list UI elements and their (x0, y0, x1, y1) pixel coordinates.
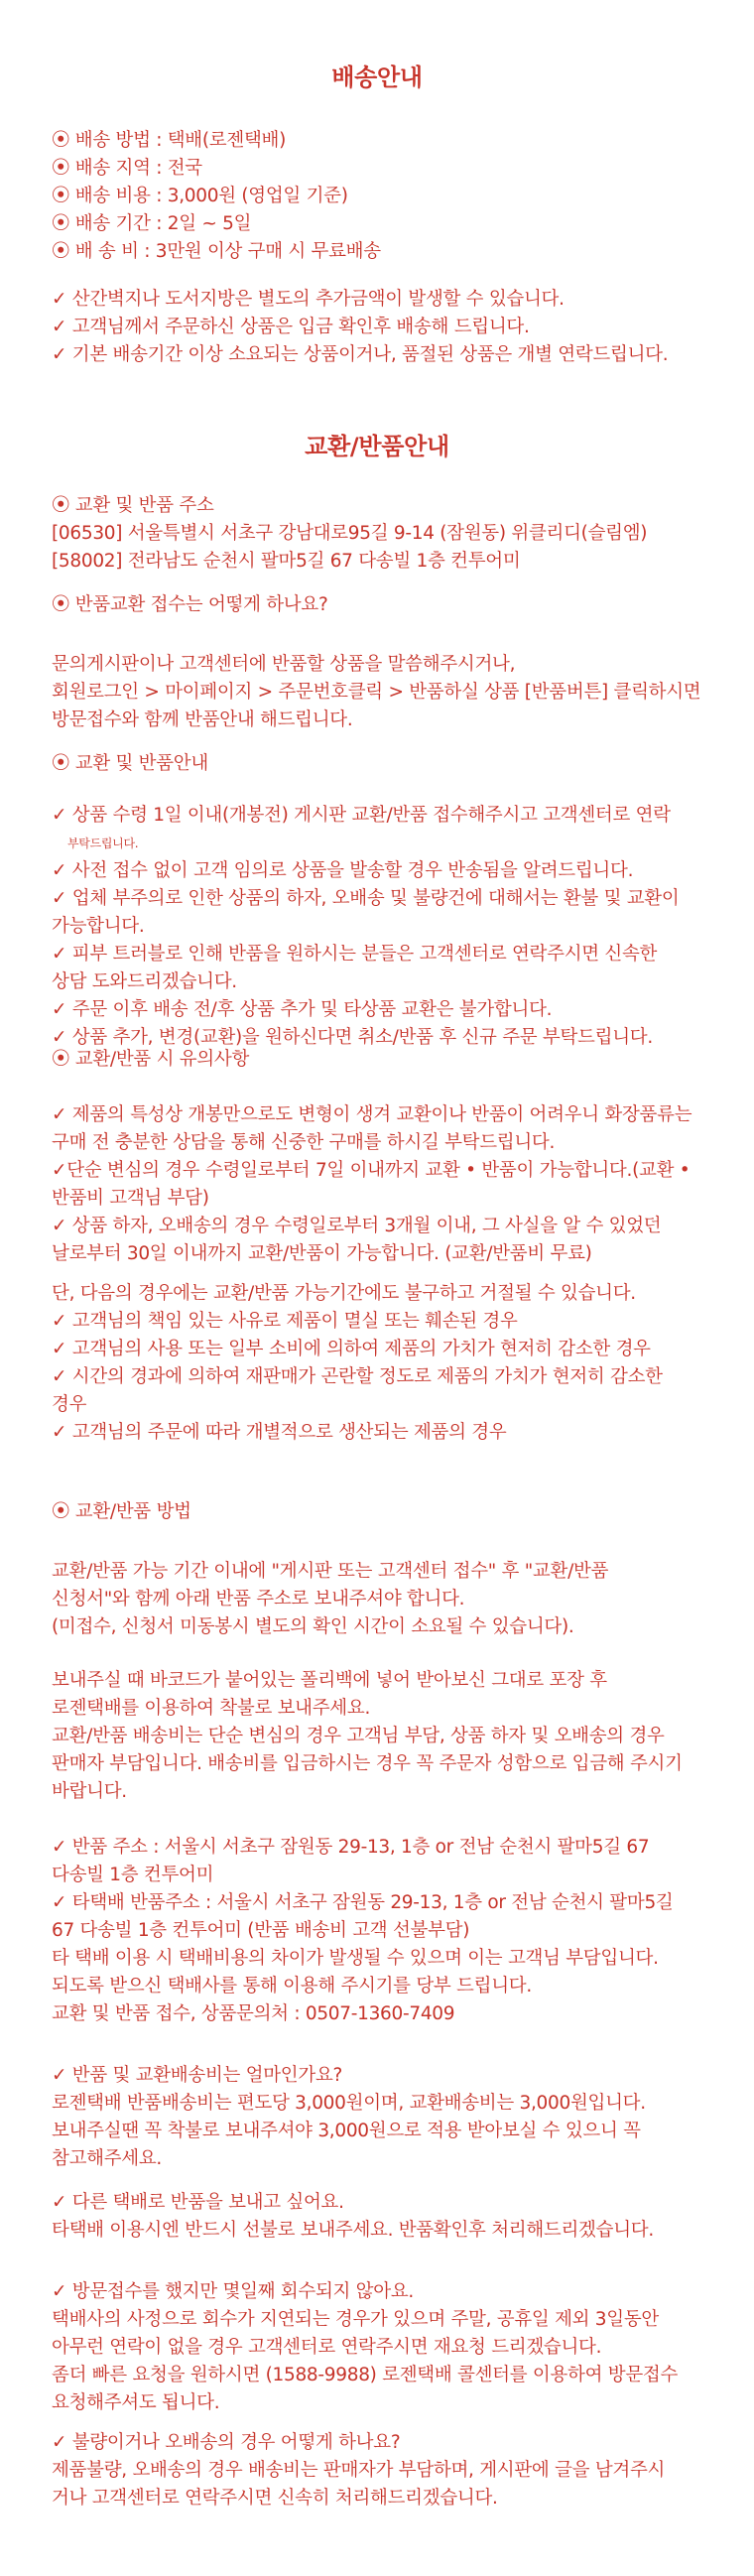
shipping-title: 배송안내 (331, 64, 423, 91)
method-line: 로젠택배를 이용하여 착불로 보내주세요. (52, 1698, 371, 1719)
shipping-method: ⦿ 배송 방법 : 택배(로젠택배) (52, 130, 287, 151)
shipping-info-list (52, 127, 710, 266)
method-paragraph-1 (52, 1558, 710, 1641)
method-line: 67 다송빌 1층 컨투어미 (반품 배송비 고객 선불부담) (52, 1920, 470, 1941)
return-guide-section (52, 802, 710, 1052)
faq-answer: 거나 고객센터로 연락주시면 신속히 처리해드리겠습니다. (52, 2488, 498, 2509)
caution-except-item: ✓ 시간의 경과에 의하여 재판매가 곤란할 정도로 제품의 가치가 현저히 감소한 (52, 1366, 663, 1387)
guide-item: ✓ 상품 수령 1일 이내(개봉전) 게시판 교환/반품 접수해주시고 고객센터로 연락 (52, 805, 671, 826)
method-line: ✓ 반품 주소 : 서울시 서초구 잠원동 29-13, 1층 or 전남 순천시 팔마5길 67 (52, 1837, 650, 1858)
return-address-heading: ⦿ 교환 및 반품 주소 (52, 495, 214, 516)
method-line: 다송빌 1층 컨투어미 (52, 1865, 214, 1885)
method-line: 되도록 받으신 택배사를 통해 이용해 주시기를 당부 드립니다. (52, 1976, 532, 1996)
faq-answer: 아무런 연락이 없을 경우 고객센터로 연락주시면 재요청 드리겠습니다. (52, 2337, 602, 2358)
caution-except-item: ✓ 고객님의 책임 있는 사유로 제품이 멸실 또는 훼손된 경우 (52, 1311, 518, 1332)
guide-item: ✓ 피부 트러블로 인해 반품을 원하시는 분들은 고객센터로 연락주시면 신속한 (52, 944, 658, 965)
shipping-fee: ⦿ 배 송 비 : 3만원 이상 구매 시 무료배송 (52, 241, 381, 262)
exchange-title: 교환/반품안내 (305, 433, 449, 460)
guide-item: 부탁드립니다. (67, 837, 139, 850)
caution-heading-block (52, 1046, 710, 1074)
return-howto-line: 방문접수와 함께 반품안내 해드립니다. (52, 709, 353, 730)
method-heading-block (52, 1498, 710, 1526)
guide-item: ✓ 주문 이후 배송 전/후 상품 추가 및 타상품 교환은 불가합니다. (52, 999, 553, 1020)
faq-answer: 타택배 이용시엔 반드시 선불로 보내주세요. 반품확인후 처리해드리겠습니다. (52, 2220, 654, 2241)
return-address-line: [06530] 서울특별시 서초구 강남대로95길 9-14 (잠원동) 위클리디(슬림엠) (52, 523, 648, 544)
faq-answer: 좀더 빠른 요청을 원하시면 (1588-9988) 로젠택배 콜센터를 이용하여 방문접수 (52, 2365, 679, 2385)
faq-shipping-cost (52, 2062, 710, 2173)
method-line: ✓ 타택배 반품주소 : 서울시 서초구 잠원동 29-13, 1층 or 전남 순천시 팔마5길 (52, 1892, 674, 1913)
return-guide-heading: ⦿ 교환 및 반품안내 (52, 753, 208, 774)
return-address-line: [58002] 전라남도 순천시 팔마5길 67 다송빌 1층 컨투어미 (52, 551, 521, 572)
shipping-period: ⦿ 배송 기간 : 2일 ~ 5일 (52, 213, 252, 234)
faq-pickup-delay (52, 2278, 710, 2417)
method-line: 교환/반품 가능 기간 이내에 "게시판 또는 고객센터 접수" 후 "교환/반품 (52, 1561, 609, 1582)
return-howto-line: 문의게시판이나 고객센터에 반품할 상품을 말씀해주시거나, (52, 654, 516, 675)
faq-defect (52, 2429, 710, 2512)
faq-other-courier (52, 2189, 710, 2245)
caution-exceptions (52, 1280, 710, 1447)
shipping-note: ✓ 고객님께서 주문하신 상품은 입금 확인후 배송해 드립니다. (52, 317, 530, 337)
caution-item: ✓ 상품 하자, 오배송의 경우 수령일로부터 3개월 이내, 그 사실을 알 수 있었던 (52, 1216, 662, 1236)
caution-heading: ⦿ 교환/반품 시 유의사항 (52, 1049, 250, 1070)
faq-answer: 로젠택배 반품배송비는 편도당 3,000원이며, 교환배송비는 3,000원입니다. (52, 2093, 646, 2114)
shipping-note: ✓ 기본 배송기간 이상 소요되는 상품이거나, 품절된 상품은 개별 연락드립니다. (52, 344, 669, 365)
caution-except-intro: 단, 다음의 경우에는 교환/반품 가능기간에도 불구하고 거절될 수 있습니다. (52, 1283, 636, 1304)
faq-question: ✓ 방문접수를 했지만 몇일째 회수되지 않아요. (52, 2281, 414, 2302)
return-howto-heading-block (52, 591, 710, 619)
guide-item: ✓ 사전 접수 없이 고객 임의로 상품을 발송할 경우 반송됨을 알려드립니다. (52, 860, 634, 881)
method-paragraph-2 (52, 1667, 710, 1806)
shipping-note: ✓ 산간벽지나 도서지방은 별도의 추가금액이 발생할 수 있습니다. (52, 289, 565, 310)
caution-except-item: ✓ 고객님의 주문에 따라 개별적으로 생산되는 제품의 경우 (52, 1422, 507, 1443)
return-howto-section (52, 651, 710, 734)
faq-question: ✓ 반품 및 교환배송비는 얼마인가요? (52, 2065, 343, 2086)
shipping-notes (52, 286, 710, 369)
caution-item: 날로부터 30일 이내까지 교환/반품이 가능합니다. (교환/반품비 무료) (52, 1243, 592, 1264)
shipping-cost: ⦿ 배송 비용 : 3,000원 (영업일 기준) (52, 186, 348, 206)
method-heading: ⦿ 교환/반품 방법 (52, 1501, 191, 1522)
method-paragraph-3 (52, 1834, 710, 2028)
caution-except-item: ✓ 고객님의 사용 또는 일부 소비에 의하여 제품의 가치가 현저히 감소한 경우 (52, 1339, 651, 1359)
faq-answer: 보내주실땐 꼭 착불로 보내주셔야 3,000원으로 적용 받아보실 수 있으니 꼭 (52, 2121, 641, 2141)
return-guide-heading-block (52, 750, 710, 778)
caution-except-item: 경우 (52, 1394, 87, 1415)
faq-answer: 제품불량, 오배송의 경우 배송비는 판매자가 부담하며, 게시판에 글을 남겨주시 (52, 2460, 666, 2481)
caution-item: ✓단순 변심의 경우 수령일로부터 7일 이내까지 교환 • 반품이 가능합니다.(교환 • (52, 1160, 691, 1181)
caution-item: 반품비 고객님 부담) (52, 1188, 209, 1209)
method-line: 타 택배 이용 시 택배비용의 차이가 발생될 수 있으며 이는 고객님 부담입니다. (52, 1948, 659, 1969)
faq-question: ✓ 다른 택배로 반품을 보내고 싶어요. (52, 2192, 344, 2213)
method-line: 교환/반품 배송비는 단순 변심의 경우 고객님 부담, 상품 하자 및 오배송의 경우 (52, 1726, 665, 1746)
return-howto-heading: ⦿ 반품교환 접수는 어떻게 하나요? (52, 594, 328, 615)
caution-item: ✓ 제품의 특성상 개봉만으로도 변형이 생겨 교환이나 반품이 어려우니 화장품류는 (52, 1104, 692, 1125)
method-line: 보내주실 때 바코드가 붙어있는 폴리백에 넣어 받아보신 그대로 포장 후 (52, 1670, 607, 1691)
method-line: (미접수, 신청서 미동봉시 별도의 확인 시간이 소요될 수 있습니다). (52, 1616, 574, 1637)
method-line: 신청서"와 함께 아래 반품 주소로 보내주셔야 합니다. (52, 1589, 465, 1610)
faq-answer: 요청해주셔도 됩니다. (52, 2392, 220, 2413)
method-line: 교환 및 반품 접수, 상품문의처 : 0507-1360-7409 (52, 2003, 455, 2024)
caution-item: 구매 전 충분한 상담을 통해 신중한 구매를 하시길 부탁드립니다. (52, 1132, 556, 1153)
return-howto-line: 회원로그인 > 마이페이지 > 주문번호클릭 > 반품하실 상품 [반품버튼] 클릭하시면 (52, 682, 701, 703)
caution-section (52, 1101, 710, 1268)
return-address-section (52, 492, 710, 576)
faq-answer: 참고해주세요. (52, 2148, 163, 2169)
shipping-region: ⦿ 배송 지역 : 전국 (52, 158, 202, 179)
guide-item: 가능합니다. (52, 916, 145, 937)
guide-item: ✓ 업체 부주의로 인한 상품의 하자, 오배송 및 불량건에 대해서는 환불 및 교환이 (52, 888, 680, 909)
faq-answer: 택배사의 사정으로 회수가 지연되는 경우가 있으며 주말, 공휴일 제외 3일동안 (52, 2309, 659, 2330)
faq-question: ✓ 불량이거나 오배송의 경우 어떻게 하나요? (52, 2432, 401, 2453)
method-line: 바랍니다. (52, 1781, 127, 1802)
method-line: 판매자 부담입니다. 배송비를 입금하시는 경우 꼭 주문자 성함으로 입금해 주시기 (52, 1753, 683, 1774)
guide-item: 상담 도와드리겠습니다. (52, 971, 237, 992)
guide-item: ✓ 상품 추가, 변경(교환)을 원하신다면 취소/반품 후 신규 주문 부탁드립니다. (52, 1027, 653, 1048)
